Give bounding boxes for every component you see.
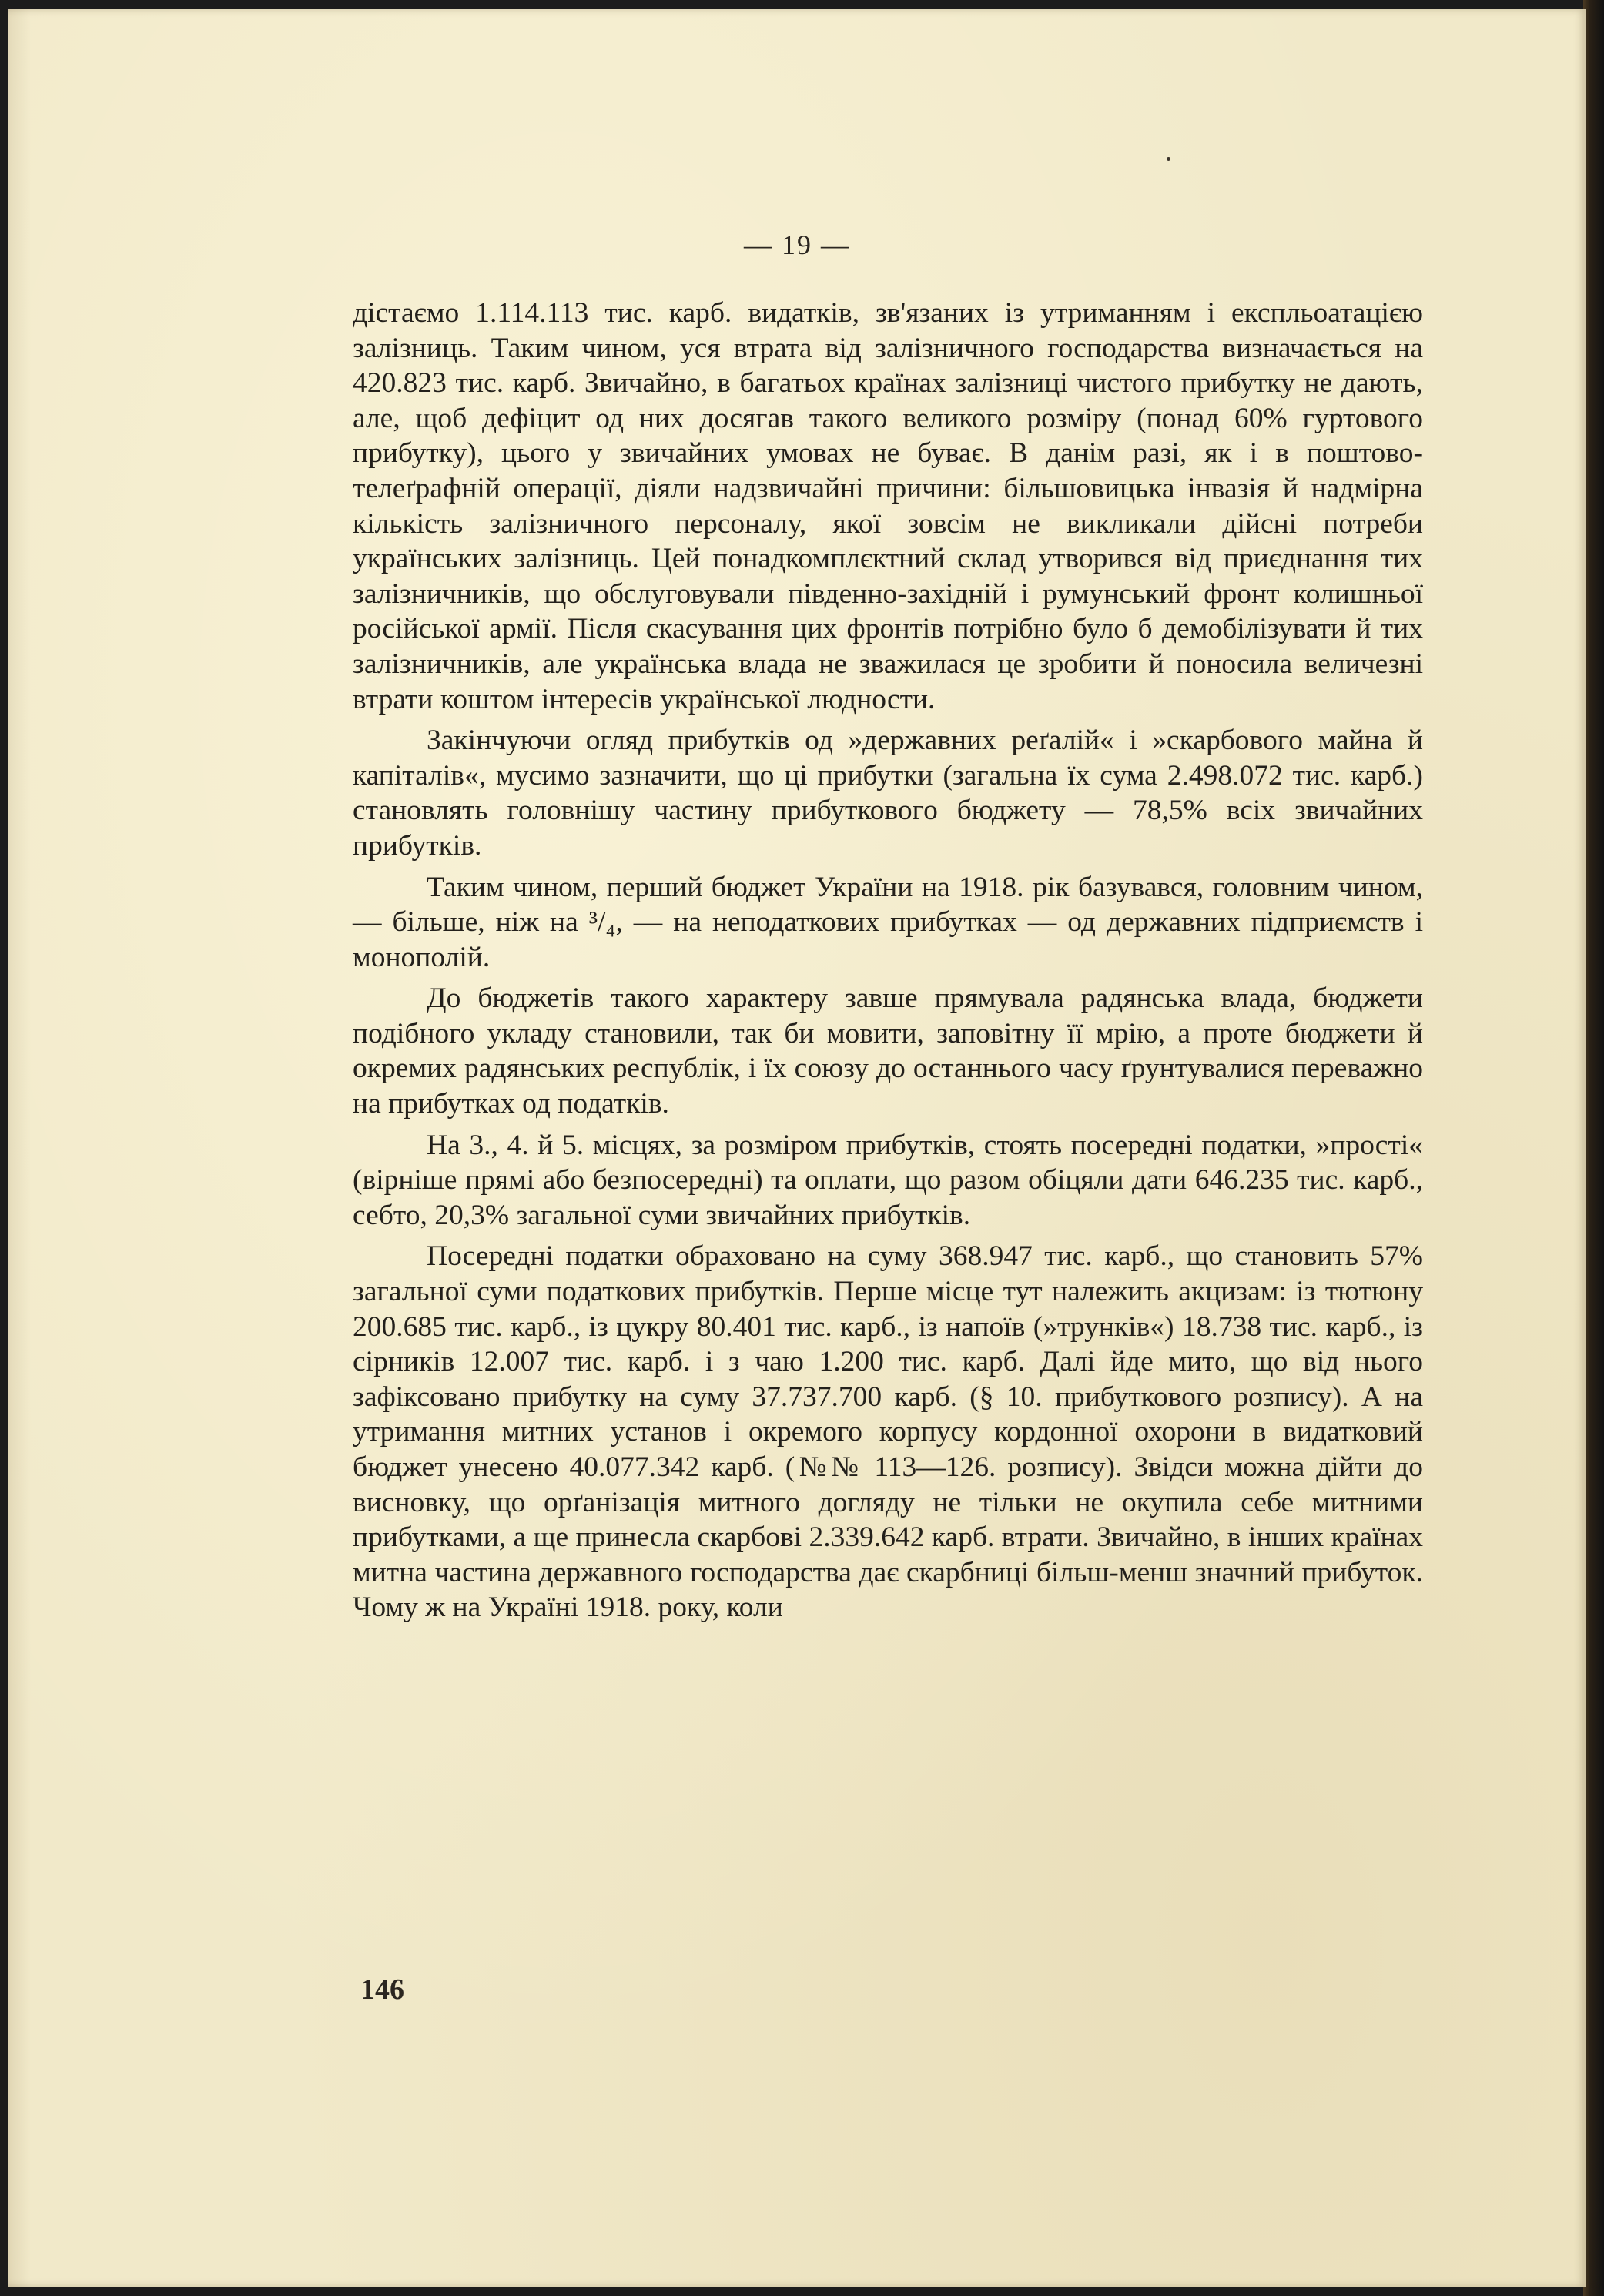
paragraph-5: На 3., 4. й 5. місцях, за розміром прибутків, стоять посередні податки, »прості« (вірніше прямі або безпосередні) та оплати, що разом обіцяли дати 646.235 тис. карб., себто, 20,3% загальної суми звичайних прибутків. xyxy=(353,1129,1423,1231)
ink-speck xyxy=(1167,157,1170,161)
page-number-header: — 19 — xyxy=(744,229,850,260)
book-page xyxy=(8,9,1586,2287)
paragraph-4: До бюджетів такого характеру завше прямувала радянська влада, бюджети подібного укладу становили, так би мовити, заповітну її мрію, а проте бюджети й окремих радянських республік, і їх союзу до останнього часу ґрунтувалися переважно на прибутках од податків. xyxy=(353,982,1423,1120)
book-spine-edge xyxy=(1583,0,1604,2296)
paragraph-1: дістаємо 1.114.113 тис. карб. видатків, зв'язаних із утриманням і експльоатацією залізниць. Таким чином, уся втрата від залізничного господарства визначається на 420.823 тис. карб. Звичайно, в багатьох країнах залізниці чистого прибутку не дають, але, щоб дефіцит од них досягав такого великого розміру (понад 60% гуртового прибутку), цього у звичайних умовах не буває. В данім разі, як і в поштово-телеґрафній операції, діяли надзвичайні причини: більшовицька інвазія й надмірна кількість залізничного персоналу, якої зовсім не викликали дійсні потреби українських залізниць. Цей понадкомплєктний склад утворився від приєднання тих залізничників, що обслуговували південно-західній і румунський фронт колишньої російської армії. Після скасування цих фронтів потрібно було б демобілізувати й тих залізничників, але українська влада не зважилася це зробити й поносила величезні втрати коштом інтересів української людности. xyxy=(353,297,1423,715)
sheet-number-footer: 146 xyxy=(360,1973,404,2006)
body-text xyxy=(353,296,1423,1632)
paragraph-6: Посередні податки обраховано на суму 368.947 тис. карб., що становить 57% загальної суми податкових прибутків. Перше місце тут належить акцизам: із тютюну 200.685 тис. карб., із цукру 80.401 тис. карб., із напоїв (»трунків«) 18.738 тис. карб., із сірників 12.007 тис. карб. і з чаю 1.200 тис. карб. Далі йде мито, що від нього зафіксовано прибутку на суму 37.737.700 карб. (§ 10. прибуткового розпису). А на утримання митних установ і окремого корпусу кордонної охорони в видатковий бюджет унесено 40.077.342 карб. (№№ 113—126. розпису). Звідси можна дійти до висновку, що орґанізація митного догляду не тільки не окупила себе митними прибутками, а ще принесла скарбові 2.339.642 карб. втрати. Звичайно, в інших країнах митна частина державного господарства дає скарбниці більш-менш значний прибуток. Чому ж на Україні 1918. року, коли xyxy=(353,1240,1423,1624)
paragraph-2: Закінчуючи огляд прибутків од »державних реґалій« і »скарбового майна й капіталів«, мусимо зазначити, що ці прибутки (загальна їх сума 2.498.072 тис. карб.) становлять головнішу частину прибуткового бюджету — 78,5% всіх звичайних прибутків. xyxy=(353,725,1423,862)
paragraph-3: Таким чином, перший бюджет України на 1918. рік базувався, головним чином, — більше, ніж на ³/₄, — на неподаткових прибутках — од державних підприємств і монополій. xyxy=(353,871,1423,973)
